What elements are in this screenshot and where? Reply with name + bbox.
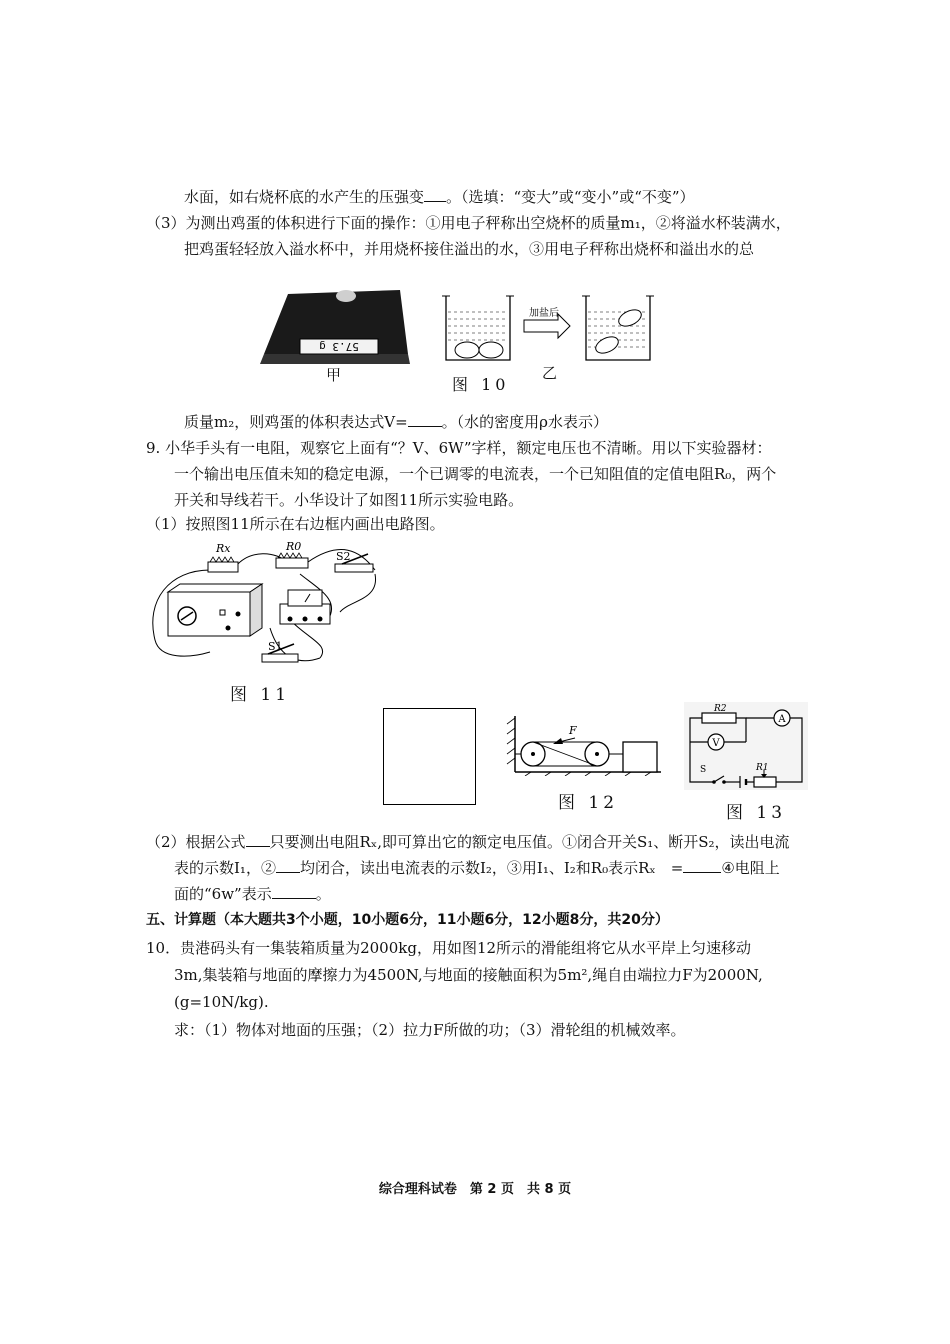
q8-line4-end: 。（水的密度用ρ水表示） <box>441 413 608 431</box>
q8-line1-end: 。（选填：“变大”或“变小”或“不变”） <box>446 188 695 206</box>
beaker-right <box>582 296 654 360</box>
fig10-caption: 图 10 <box>452 375 510 394</box>
fig10-label-jia: 甲 <box>326 366 346 384</box>
q9-p2-line2-a: 表的示数I₁，② <box>174 859 276 877</box>
fig12-caption: 图 12 <box>558 793 619 813</box>
beaker-left <box>442 296 514 360</box>
rx-resistor <box>208 557 238 572</box>
page-footer: 综合理科试卷 第 2 页 共 8 页 <box>378 1182 572 1197</box>
q8-line3: 把鸡蛋轻轻放入溢水杯中，并用烧杯接住溢出的水，③用电子秤称出烧杯和溢出水的总 <box>184 240 755 258</box>
q9-p2-text-a: （2）根据公式 <box>146 833 246 851</box>
q9-part2-line3 <box>174 884 331 904</box>
answer-blank[interactable] <box>272 884 316 899</box>
q8-line2: （3）为测出鸡蛋的体积进行下面的操作：①用电子秤称出空烧杯的质量m₁，②将溢水杯装满水， <box>146 214 791 232</box>
answer-blank[interactable] <box>424 187 446 202</box>
voltmeter-v <box>708 734 724 750</box>
answer-blank[interactable] <box>683 858 721 873</box>
label-rx: Rx <box>216 542 231 555</box>
resistor-r2 <box>702 713 736 723</box>
q9-part2-line1 <box>146 832 790 852</box>
q9-line2: 一个输出电压值未知的稳定电源，一个已调零的电流表，一个已知阻值的定值电阻R₀，两个 <box>174 465 777 483</box>
q9-line3: 开关和导线若干。小华设计了如图11所示实验电路。 <box>174 491 524 509</box>
arrow-add-salt <box>524 306 570 338</box>
label-s: S <box>700 765 707 775</box>
q8-line1 <box>184 187 695 207</box>
q8-line4 <box>184 412 608 432</box>
scale-reading: 57.3 g <box>319 340 359 353</box>
answer-blank[interactable] <box>408 412 442 427</box>
q9-p2-line2-b: 均闭合，读出电流表的示数I₂，③用I₁、I₂和R₀表示Rₓ = <box>299 859 684 877</box>
label-s1: S1 <box>268 640 283 653</box>
label-r0: R0 <box>286 540 302 553</box>
ammeter <box>280 590 330 624</box>
fig10-label-yi: 乙 <box>542 364 562 382</box>
fig11-caption: 图 11 <box>230 685 291 705</box>
figure-11 <box>150 540 390 680</box>
label-s2: S2 <box>336 550 351 563</box>
q9-line1: 9. 小华手头有一电阻，观察它上面有“？V、6W”字样，额定电压也不清晰。用以下实验器材： <box>146 439 772 457</box>
q9-p2-line3-b: 。 <box>315 885 331 903</box>
figure-13 <box>684 702 808 790</box>
q8-line1-text: 水面，如右烧杯底的水产生的压强变 <box>184 188 425 206</box>
arrow-label: 加盐后 <box>529 308 559 319</box>
q10-line2: 3m,集装箱与地面的摩擦力为4500N,与地面的接触面积为5m²,绳自由端拉力F为2000N, <box>174 966 763 984</box>
label-r2: R2 <box>714 704 727 714</box>
power-supply <box>168 584 262 636</box>
label-r1: R1 <box>756 763 769 773</box>
circuit-drawing-box[interactable] <box>383 708 476 805</box>
label-v: V <box>712 738 720 749</box>
q10-line1: 10．贵港码头有一集装箱质量为2000kg，用如图12所示的滑能组将它从水平岸上匀速移动 <box>146 939 752 957</box>
fig13-caption: 图 13 <box>726 803 787 823</box>
q8-line4-text: 质量m₂，则鸡蛋的体积表达式V= <box>184 413 408 431</box>
r0-resistor <box>276 553 308 568</box>
label-f: F <box>569 724 577 737</box>
answer-blank[interactable] <box>276 858 300 873</box>
q10-line3: (g=10N/kg). <box>174 993 269 1011</box>
q9-p2-line3-a: 面的“6w”表示 <box>174 885 272 903</box>
q9-p2-text-b: 只要测出电阻Rₓ,即可算出它的额定电压值。①闭合开关S₁、断开S₂，读出电流 <box>269 833 790 851</box>
label-a: A <box>778 714 786 725</box>
q9-part1: （1）按照图11所示在右边框内画出电路图。 <box>146 515 445 533</box>
figure-12 <box>505 716 665 776</box>
ammeter-a <box>774 710 790 726</box>
q10-line4: 求：（1）物体对地面的压强；（2）拉力F所做的功；（3）滑轮组的机械效率。 <box>174 1021 686 1039</box>
answer-blank[interactable] <box>246 832 270 847</box>
q9-p2-line2-c: ④电阻上 <box>721 859 780 877</box>
electronic-scale-image <box>260 290 410 364</box>
q9-part2-line2 <box>174 858 780 878</box>
section5-heading: 五、计算题（本大题共3个小题，10小题6分，11小题6分，12小题8分，共20分） <box>146 912 669 928</box>
